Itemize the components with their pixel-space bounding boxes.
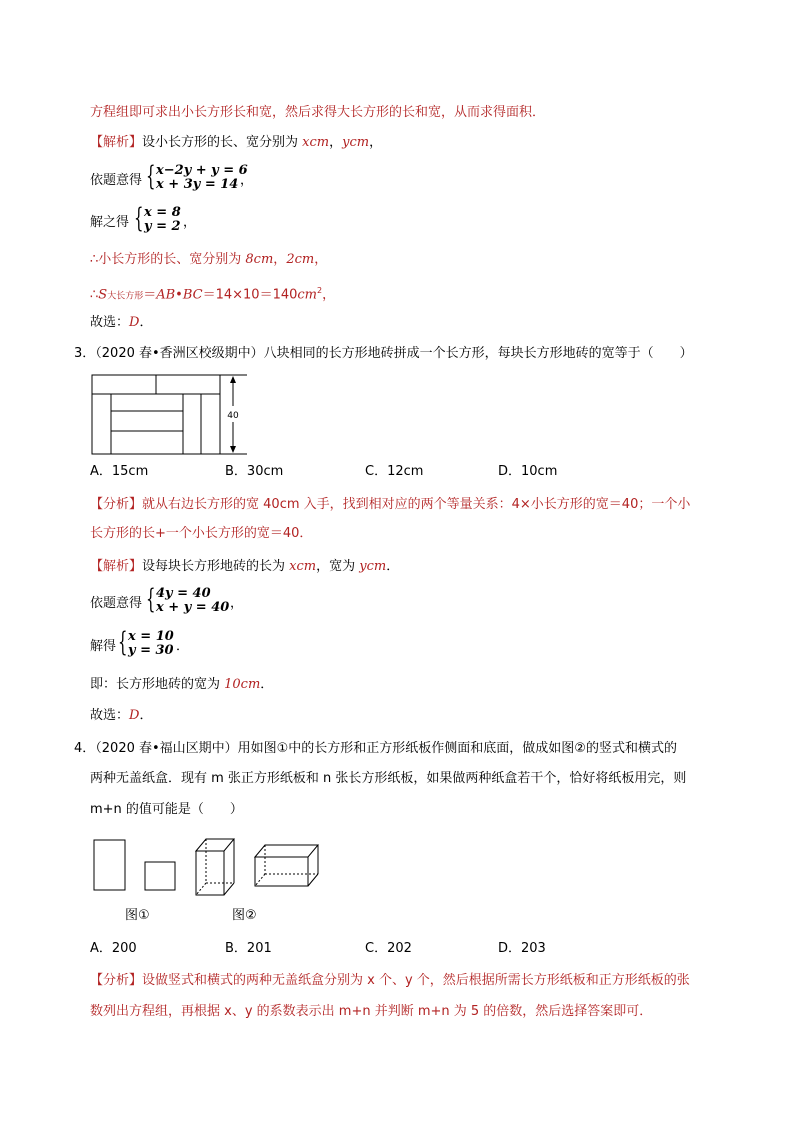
- q3-option-a[interactable]: A．15cm: [90, 464, 149, 479]
- q2-solution-intro: 【解析】设小长方形的长、宽分别为 xcm，ycm，: [90, 135, 383, 150]
- q4-option-d[interactable]: D．203: [498, 941, 546, 956]
- q3-solution-system: 解得 { x = 10 y = 30 ．: [90, 627, 190, 658]
- q4-analysis-line2: 数列出方程组，再根据 x、y 的系数表示出 m+n 并判断 m+n 为 5 的倍数，然后选择答案即可．: [90, 1004, 653, 1019]
- q2-therefore-dimensions: ∴小长方形的长、宽分别为 8cm，2cm，: [90, 252, 328, 267]
- q3-result: 即：长方形地砖的宽为 10cm．: [90, 677, 274, 692]
- left-brace: {: [146, 161, 156, 192]
- q4-option-c[interactable]: C．202: [365, 941, 412, 956]
- left-brace: {: [118, 627, 128, 658]
- q4-analysis-line1: 【分析】设做竖式和横式的两种无盖纸盒分别为 x 个、y 个，然后根据所需长方形纸板和正方形纸板的张: [90, 973, 690, 988]
- q4-options: [90, 940, 690, 958]
- q4-question-line1: 4．（2020 春•福山区期中）用如图①中的长方形和正方形纸板作侧面和底面，做成如图②的竖式和横式的: [74, 741, 677, 756]
- q2-therefore-area: ∴S大长方形$=AB•BC=14\times 10=140cm^2$，: [90, 286, 336, 303]
- q4-option-a[interactable]: A．200: [90, 941, 137, 956]
- q3-solution-intro: 【解析】设每块长方形地砖的长为 xcm，宽为 ycm．: [90, 559, 400, 574]
- q2-answer: 故选：D．: [90, 315, 153, 330]
- q3-equation-system: 依题意得 { 4y = 40 x + y = 40 ，: [90, 584, 244, 615]
- q3-option-d[interactable]: D．10cm: [498, 464, 558, 479]
- left-brace: {: [146, 584, 156, 615]
- q2-solution-system: 解之得 { x = 8 y = 2 ，: [90, 203, 197, 234]
- q4-figure1-label: 图①: [125, 908, 150, 923]
- q3-answer: 故选：D．: [90, 708, 153, 723]
- q3-analysis-line1: 【分析】就从右边长方形的宽 40cm 入手，找到相对应的两个等量关系：4×小长方形的宽＝40；一个小: [90, 497, 691, 512]
- q4-figure2-label: 图②: [232, 908, 257, 923]
- q3-question: 3．（2020 春•香洲区校级期中）八块相同的长方形地砖拼成一个长方形，每块长方形地砖的宽等于（ ）: [74, 346, 693, 361]
- q3-option-c[interactable]: C．12cm: [365, 464, 424, 479]
- q2-equation-system: 依题意得 { x−2y + y = 6 x + 3y = 14 ，: [90, 161, 254, 192]
- q4-question-line3: m+n 的值可能是（ ）: [90, 802, 243, 817]
- left-brace: {: [134, 203, 144, 234]
- q3-tile-figure: [90, 372, 250, 457]
- q2-analysis-continuation: 方程组即可求出小长方形长和宽，然后求得大长方形的长和宽，从而求得面积．: [90, 105, 546, 120]
- q4-question-line2: 两种无盖纸盒．现有 m 张正方形纸板和 n 张长方形纸板，如果做两种纸盒若干个，恰好将纸板用完，则: [90, 771, 687, 786]
- q3-analysis-line2: 长方形的长+一个小长方形的宽＝40．: [90, 526, 313, 541]
- q3-figure-label: 40: [227, 411, 239, 421]
- q3-option-b[interactable]: B．30cm: [225, 464, 284, 479]
- q4-option-b[interactable]: B．201: [225, 941, 272, 956]
- q3-options: [90, 463, 690, 481]
